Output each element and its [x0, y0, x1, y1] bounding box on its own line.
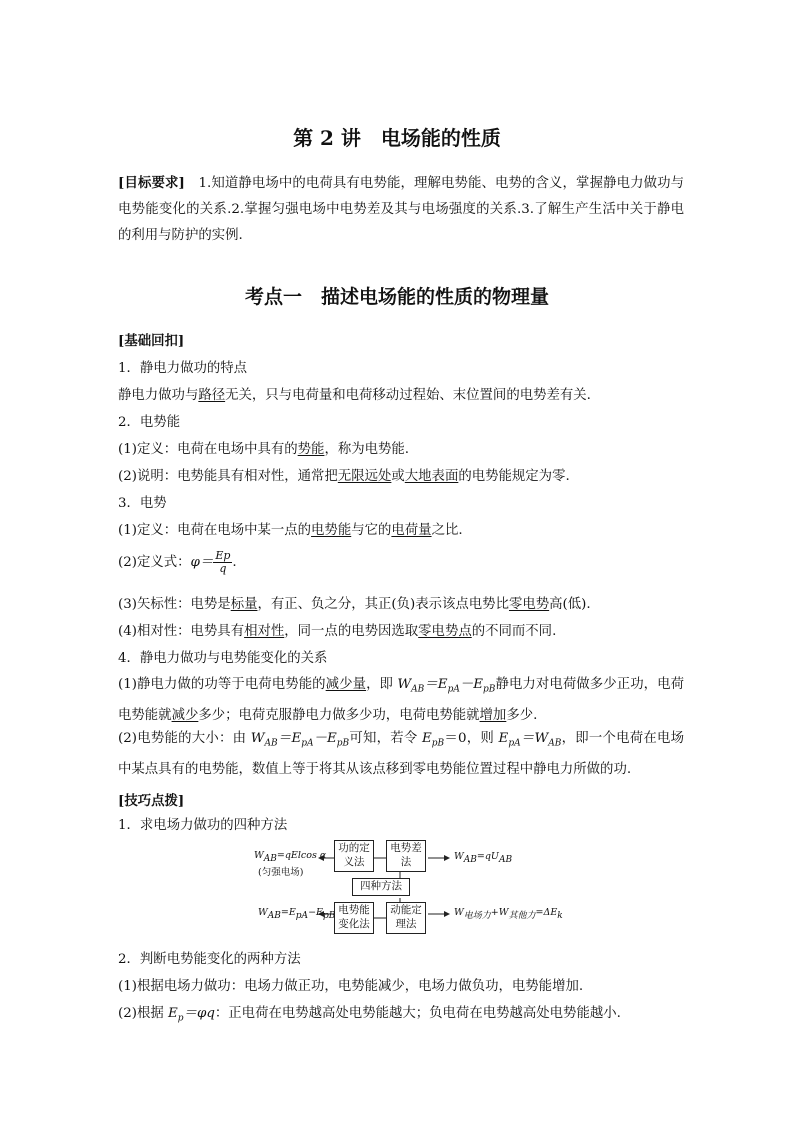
heading-work-energy-relation: 4．静电力做功与电势能变化的关系 [118, 651, 328, 666]
text: 1．求电场力做功的四种方法 [118, 818, 288, 833]
underlined-term: 无限远处 [337, 469, 392, 484]
text: W [258, 907, 268, 918]
subscript: pA [301, 738, 314, 749]
underlined-term: 减少量 [325, 677, 367, 692]
para-pe-magnitude [118, 726, 684, 783]
lecture-title: 第 2 讲 电场能的性质 [293, 126, 501, 150]
formula-potential-difference [454, 851, 512, 865]
text: (2)定义式： [118, 555, 191, 570]
text: 可知，若令 [349, 731, 422, 746]
subscript: AB [267, 910, 281, 921]
para-potential-definition [118, 519, 463, 538]
text: ，即 [366, 677, 398, 692]
formula-work-definition [254, 850, 326, 864]
text: (2)电势能的大小：由 [118, 731, 251, 746]
text: ，即一个电荷在电场中某点具有的电势能，数值上等于将其从该点移到零电势能位置过程中静电力所做的功. [118, 731, 685, 777]
heading-potential-energy: 2．电势能 [118, 415, 181, 430]
underlined-term: 相对性 [244, 624, 285, 639]
subscript: AB [411, 684, 425, 695]
subscript: pA [295, 910, 309, 921]
box-work-definition: 功的定义法 [334, 840, 374, 872]
text: ＝0，则 [444, 731, 499, 746]
goal-tag: [目标要求] [118, 175, 185, 191]
basic-tag: [基础回扣] [118, 333, 185, 349]
text: E [422, 731, 432, 746]
text: 多少. [506, 707, 538, 723]
subscript: pA [508, 738, 521, 749]
text: (4)相对性：电势具有 [118, 624, 245, 639]
text: W [250, 731, 265, 746]
text: =qElcos α [276, 850, 327, 861]
para-method-formula [118, 1002, 621, 1024]
text: ＝E [424, 677, 448, 692]
text: ，称为电势能. [324, 442, 410, 457]
underlined-term: 势能 [297, 442, 325, 457]
underlined-term: 减少 [171, 707, 199, 723]
text: 无关，只与电荷量和电荷移动过程始、末位置间的电势差有关. [225, 388, 591, 403]
box-kinetic-theorem: 动能定理法 [386, 902, 426, 934]
section-title: 考点一 描述电场能的性质的物理量 [244, 286, 549, 308]
para-relativity [118, 620, 556, 639]
underlined-term: 路径 [198, 388, 226, 403]
formula [168, 1006, 215, 1024]
formula [250, 731, 350, 749]
para-work-equals-decrease [118, 672, 684, 729]
text: =E [280, 907, 296, 918]
text: +W [490, 907, 509, 918]
underlined-term: 大地表面 [404, 469, 459, 484]
fraction [213, 550, 232, 575]
text: 之比. [431, 523, 463, 538]
formula [422, 731, 445, 749]
underlined-term: 电势能 [311, 523, 352, 538]
formula-phi: φ＝ [190, 555, 214, 570]
formula [397, 677, 496, 695]
text: ＝W [520, 731, 549, 746]
underlined-term: 零电势点 [418, 624, 472, 639]
text: 或 [391, 469, 405, 484]
para-scalar [118, 593, 591, 612]
note-uniform-field: (匀强电场) [258, 867, 304, 878]
text: E [168, 1006, 178, 1021]
text: 高(低). [549, 597, 591, 612]
goal-text: 1.知道静电场中的电荷具有电势能，理解电势能、电势的含义，掌握静电力做功与电势能变化的关系.2.掌握匀强电场中电势差及其与电场强度的关系.3.了解生产生活中关于静电的利用与防护的实例. [118, 176, 684, 243]
heading-work-feature: 1．静电力做功的特点 [118, 361, 248, 376]
text: W [454, 907, 464, 918]
underlined-term: 标量 [230, 597, 258, 612]
subscript: pB [431, 738, 445, 749]
para-pe-note [118, 465, 570, 484]
formula-energy-change [258, 907, 335, 921]
text: =ΔE [535, 907, 558, 918]
box-four-methods: 四种方法 [352, 878, 410, 896]
text: 与它的 [351, 523, 392, 538]
text: (1)静电力做的功等于电荷电势能的 [118, 677, 326, 692]
para-method-work: (1)根据电场力做功：电场力做正功，电势能减少，电场力做负功，电势能增加. [118, 979, 584, 994]
text: ＝E [277, 731, 302, 746]
para-pe-definition [118, 438, 409, 457]
subscript: 其他力 [508, 910, 536, 921]
tips-tag: [技巧点拨] [118, 793, 185, 809]
text: －E [313, 731, 337, 746]
text: (1)定义：电荷在电场中具有的 [118, 442, 298, 457]
text: (3)矢标性：电势是 [118, 597, 231, 612]
underlined-term: 增加 [479, 707, 507, 723]
text: (1)定义：电荷在电场中某一点的 [118, 523, 312, 538]
four-methods-diagram [250, 836, 563, 938]
text: ＝φq [183, 1006, 215, 1021]
text: －E [459, 677, 484, 692]
para-work-feature [118, 384, 591, 403]
text: ，有正、负之分，其正(负)表示该点电势比 [257, 597, 509, 612]
text: =qU [476, 851, 499, 862]
text: 静电力对电荷做多少正功，电荷电势能就 [118, 677, 684, 723]
subscript: pB [322, 910, 336, 921]
subscript: AB [263, 853, 277, 864]
formula-kinetic-theorem [454, 907, 563, 921]
text: (2)说明：电势能具有相对性，通常把 [118, 469, 338, 484]
text: ：正电荷在电势越高处电势能越大；负电荷在电势越高处电势能越小. [214, 1006, 621, 1021]
text: 的不同而不同. [471, 624, 557, 639]
underlined-term: 电荷量 [391, 523, 432, 538]
text: W [397, 677, 412, 692]
arrow-head [444, 911, 450, 917]
subscript: pB [483, 684, 496, 695]
formula [498, 731, 562, 749]
text: . [232, 555, 237, 570]
text: W [454, 851, 464, 862]
box-energy-change: 电势能变化法 [334, 902, 374, 934]
para-potential-formula [118, 550, 237, 575]
underlined-term: 零电势 [508, 597, 550, 612]
heading-four-methods [118, 814, 287, 833]
text: −E [308, 907, 323, 918]
heading-two-methods: 2．判断电势能变化的两种方法 [118, 952, 301, 967]
subscript: 电场力 [463, 910, 491, 921]
text: (2)根据 [118, 1006, 169, 1021]
text: W [254, 850, 264, 861]
subscript: k [557, 910, 563, 921]
subscript: p [177, 1013, 184, 1024]
fraction-numerator: Ep [215, 549, 231, 562]
text: E [498, 731, 509, 746]
text: ，同一点的电势因选取 [284, 624, 419, 639]
text: 静电力做功与 [118, 388, 199, 403]
subscript: AB [548, 738, 562, 749]
subscript: AB [463, 854, 477, 865]
heading-potential: 3．电势 [118, 496, 167, 511]
arrow-head [444, 855, 450, 861]
subscript: AB [498, 854, 513, 865]
fraction-denominator: q [219, 562, 227, 575]
subscript: pB [336, 738, 350, 749]
text: 多少；电荷克服静电力做多少功，电荷电势能就 [198, 707, 480, 723]
subscript: pA [447, 684, 460, 695]
subscript: AB [264, 738, 278, 749]
goal-paragraph [118, 170, 684, 249]
text: 的电势能规定为零. [458, 469, 570, 484]
box-potential-difference: 电势差法 [386, 840, 426, 872]
